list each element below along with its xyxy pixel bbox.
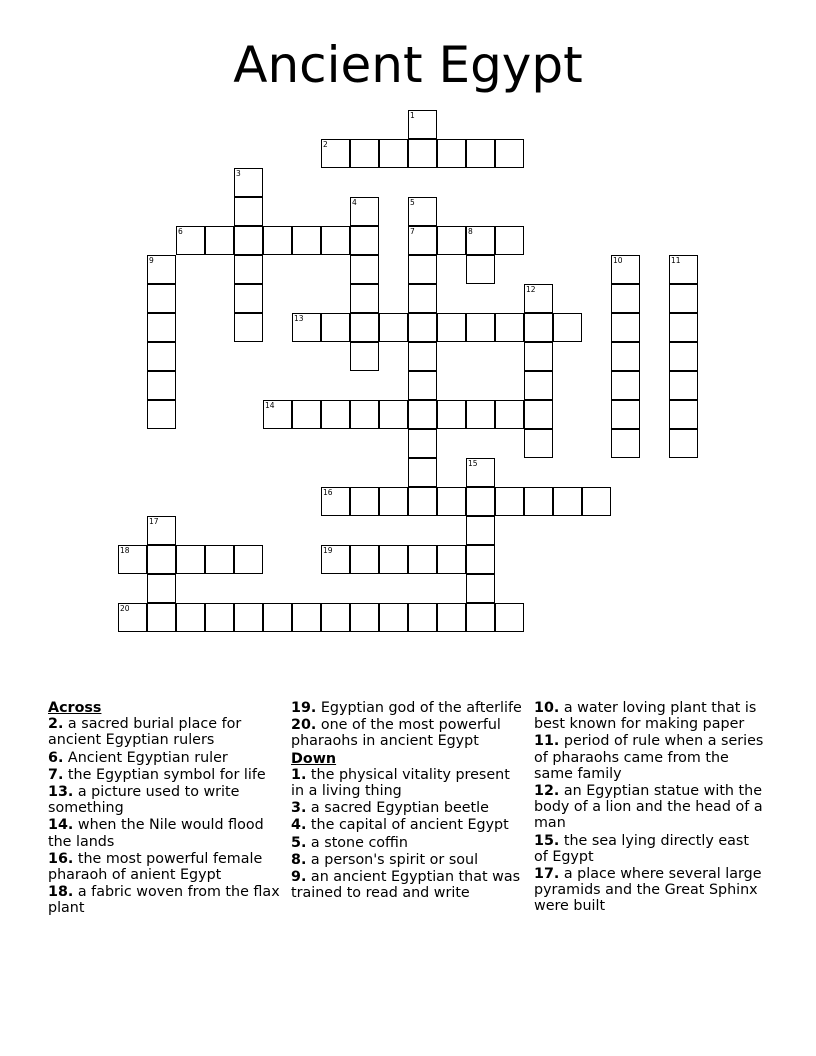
grid-cell[interactable]	[321, 139, 350, 168]
clue-text: the sea lying directly east of Egypt	[534, 832, 749, 865]
grid-cell[interactable]	[147, 284, 176, 313]
down-clue	[291, 767, 523, 799]
grid-cell[interactable]	[234, 313, 263, 342]
clue-number: 9	[149, 256, 154, 265]
down-clue	[291, 869, 523, 901]
grid-cell[interactable]	[408, 110, 437, 139]
clues-column-2	[291, 700, 523, 902]
grid-cell[interactable]	[205, 603, 234, 632]
across-clue	[48, 767, 280, 783]
clue-number: 18	[120, 546, 130, 555]
clue-num: 16.	[48, 850, 74, 867]
clue-text: period of rule when a series of pharaohs came from the same family	[534, 733, 764, 782]
grid-cell[interactable]	[379, 400, 408, 429]
clue-text: one of the most powerful pharaohs in ancient Egypt	[291, 717, 501, 750]
grid-cell[interactable]	[350, 603, 379, 632]
across-clue	[48, 851, 280, 883]
clue-text: when the Nile would flood the lands	[48, 817, 264, 850]
down-header: Down	[291, 750, 337, 767]
clue-number: 8	[468, 227, 473, 236]
clue-num: 15.	[534, 832, 560, 849]
grid-cell[interactable]	[147, 516, 176, 545]
grid-cell[interactable]	[466, 400, 495, 429]
grid-cell[interactable]	[669, 371, 698, 400]
down-clue	[534, 783, 766, 832]
grid-cell[interactable]	[408, 197, 437, 226]
grid-cell[interactable]	[147, 545, 176, 574]
grid-cell[interactable]	[379, 603, 408, 632]
clue-num: 8.	[291, 851, 307, 868]
grid-cell[interactable]	[437, 603, 466, 632]
clue-number: 2	[323, 140, 328, 149]
grid-cell[interactable]	[524, 342, 553, 371]
grid-cell[interactable]	[147, 603, 176, 632]
grid-cell[interactable]	[321, 313, 350, 342]
clue-text: the Egyptian symbol for life	[63, 766, 266, 783]
clue-number: 14	[265, 401, 275, 410]
grid-cell[interactable]	[611, 371, 640, 400]
across-clue	[291, 700, 523, 716]
grid-cell[interactable]	[263, 400, 292, 429]
down-clue	[291, 800, 523, 816]
clue-number: 7	[410, 227, 415, 236]
grid-cell[interactable]	[408, 255, 437, 284]
grid-cell[interactable]	[408, 545, 437, 574]
grid-cell[interactable]	[466, 139, 495, 168]
clue-text: a sacred burial place for ancient Egyptian rulers	[48, 716, 242, 749]
grid-cell[interactable]	[234, 284, 263, 313]
grid-cell[interactable]	[234, 168, 263, 197]
down-clue	[291, 852, 523, 868]
clue-text: an ancient Egyptian that was trained to read and write	[291, 869, 521, 902]
grid-cell[interactable]	[466, 545, 495, 574]
grid-cell[interactable]	[321, 487, 350, 516]
grid-cell[interactable]	[292, 226, 321, 255]
grid-cell[interactable]	[234, 255, 263, 284]
grid-cell[interactable]	[495, 603, 524, 632]
down-clue	[291, 835, 523, 851]
clue-num: 10.	[534, 700, 560, 716]
grid-cell[interactable]	[524, 371, 553, 400]
down-clue	[534, 866, 766, 915]
grid-cell[interactable]	[350, 139, 379, 168]
grid-cell[interactable]	[408, 487, 437, 516]
grid-cell[interactable]	[495, 226, 524, 255]
down-clue	[534, 700, 766, 732]
clue-num: 6.	[48, 749, 64, 766]
grid-cell[interactable]	[408, 313, 437, 342]
clue-number: 10	[613, 256, 623, 265]
grid-cell[interactable]	[176, 603, 205, 632]
across-clue	[48, 884, 280, 916]
grid-cell[interactable]	[292, 313, 321, 342]
across-clue	[48, 784, 280, 816]
clue-num: 3.	[291, 800, 307, 817]
grid-cell[interactable]	[408, 400, 437, 429]
grid-cell[interactable]	[408, 226, 437, 255]
grid-cell[interactable]	[524, 429, 553, 458]
clue-text: Egyptian god of the afterlife	[316, 700, 522, 716]
grid-cell[interactable]	[466, 458, 495, 487]
across-clue	[291, 717, 523, 749]
clue-text: the physical vitality present in a living thing	[291, 766, 510, 800]
grid-cell[interactable]	[147, 342, 176, 371]
grid-cell[interactable]	[350, 255, 379, 284]
grid-cell[interactable]	[466, 255, 495, 284]
clue-num: 7.	[48, 766, 64, 783]
clues-column-1	[48, 700, 280, 918]
grid-cell[interactable]	[292, 400, 321, 429]
across-clue	[48, 817, 280, 849]
across-clue	[48, 716, 280, 748]
grid-cell[interactable]	[379, 545, 408, 574]
grid-cell[interactable]	[176, 545, 205, 574]
grid-cell[interactable]	[524, 313, 553, 342]
grid-cell[interactable]	[669, 255, 698, 284]
grid-cell[interactable]	[147, 313, 176, 342]
grid-cell[interactable]	[118, 545, 147, 574]
grid-cell[interactable]	[669, 284, 698, 313]
grid-cell[interactable]	[466, 487, 495, 516]
clue-text: a person's spirit or soul	[306, 851, 479, 868]
grid-cell[interactable]	[437, 545, 466, 574]
down-clue	[534, 733, 766, 782]
clue-num: 12.	[534, 783, 560, 800]
grid-cell[interactable]	[524, 487, 553, 516]
clue-num: 5.	[291, 834, 307, 851]
grid-cell[interactable]	[611, 255, 640, 284]
grid-cell[interactable]	[321, 603, 350, 632]
grid-cell[interactable]	[553, 313, 582, 342]
grid-cell[interactable]	[524, 284, 553, 313]
grid-cell[interactable]	[408, 458, 437, 487]
clue-number: 20	[120, 604, 130, 613]
grid-cell[interactable]	[611, 313, 640, 342]
grid-cell[interactable]	[321, 400, 350, 429]
grid-cell[interactable]	[205, 545, 234, 574]
grid-cell[interactable]	[669, 342, 698, 371]
grid-cell[interactable]	[118, 603, 147, 632]
grid-cell[interactable]	[147, 574, 176, 603]
clue-number: 3	[236, 169, 241, 178]
grid-cell[interactable]	[408, 342, 437, 371]
clue-number: 17	[149, 517, 159, 526]
grid-cell[interactable]	[669, 313, 698, 342]
across-clue	[48, 750, 280, 766]
grid-cell[interactable]	[669, 400, 698, 429]
clue-number: 1	[410, 111, 415, 120]
clue-number: 12	[526, 285, 536, 294]
grid-cell[interactable]	[553, 487, 582, 516]
clue-number: 4	[352, 198, 357, 207]
clue-num: 18.	[48, 884, 74, 901]
grid-cell[interactable]	[350, 487, 379, 516]
grid-cell[interactable]	[234, 197, 263, 226]
clue-text: the most powerful female pharaoh of anient Egypt	[48, 850, 263, 884]
grid-cell[interactable]	[350, 545, 379, 574]
clue-number: 15	[468, 459, 478, 468]
grid-cell[interactable]	[466, 226, 495, 255]
grid-cell[interactable]	[147, 400, 176, 429]
clue-text: a place where several large pyramids and the Great Sphinx were built	[534, 866, 762, 915]
grid-cell[interactable]	[234, 226, 263, 255]
grid-cell[interactable]	[321, 226, 350, 255]
grid-cell[interactable]	[495, 139, 524, 168]
clue-text: a sacred Egyptian beetle	[306, 800, 489, 817]
grid-cell[interactable]	[524, 400, 553, 429]
grid-cell[interactable]	[611, 284, 640, 313]
grid-cell[interactable]	[176, 226, 205, 255]
grid-cell[interactable]	[408, 603, 437, 632]
clue-num: 14.	[48, 817, 74, 834]
grid-cell[interactable]	[350, 313, 379, 342]
clue-num: 2.	[48, 716, 64, 733]
clue-text: a picture used to write something	[48, 784, 240, 817]
clue-text: a fabric woven from the flax plant	[48, 884, 280, 917]
grid-cell[interactable]	[147, 255, 176, 284]
clue-num: 20.	[291, 717, 317, 734]
grid-cell[interactable]	[611, 342, 640, 371]
grid-cell[interactable]	[437, 313, 466, 342]
clues-column-3	[534, 700, 766, 916]
grid-cell[interactable]	[379, 139, 408, 168]
grid-cell[interactable]	[466, 603, 495, 632]
down-clue	[534, 833, 766, 865]
grid-cell[interactable]	[147, 371, 176, 400]
grid-cell[interactable]	[437, 226, 466, 255]
grid-cell[interactable]	[350, 342, 379, 371]
clue-num: 9.	[291, 869, 307, 886]
grid-cell[interactable]	[669, 429, 698, 458]
clue-num: 1.	[291, 766, 307, 783]
grid-cell[interactable]	[292, 603, 321, 632]
grid-cell[interactable]	[205, 226, 234, 255]
grid-cell[interactable]	[234, 603, 263, 632]
clue-text: an Egyptian statue with the body of a lion and the head of a man	[534, 783, 763, 832]
clue-number: 13	[294, 314, 304, 323]
page-title: Ancient Egypt	[233, 36, 583, 94]
grid-cell[interactable]	[321, 545, 350, 574]
grid-cell[interactable]	[408, 371, 437, 400]
grid-cell[interactable]	[350, 284, 379, 313]
grid-cell[interactable]	[437, 487, 466, 516]
down-clue	[291, 817, 523, 833]
grid-cell[interactable]	[611, 400, 640, 429]
grid-cell[interactable]	[350, 400, 379, 429]
grid-cell[interactable]	[234, 545, 263, 574]
grid-cell[interactable]	[379, 487, 408, 516]
grid-cell[interactable]	[466, 574, 495, 603]
clue-text: a stone coffin	[306, 834, 408, 851]
clue-text: the capital of ancient Egypt	[306, 817, 509, 834]
grid-cell[interactable]	[495, 400, 524, 429]
grid-cell[interactable]	[350, 226, 379, 255]
clue-num: 17.	[534, 866, 560, 883]
across-header: Across	[48, 700, 102, 716]
grid-cell[interactable]	[466, 313, 495, 342]
grid-cell[interactable]	[263, 603, 292, 632]
grid-cell[interactable]	[582, 487, 611, 516]
clue-text: Ancient Egyptian ruler	[63, 749, 228, 766]
clue-num: 11.	[534, 733, 560, 750]
grid-cell[interactable]	[263, 226, 292, 255]
grid-cell[interactable]	[611, 429, 640, 458]
clue-num: 19.	[291, 700, 317, 716]
clue-text: a water loving plant that is best known for making paper	[534, 700, 757, 733]
clue-num: 13.	[48, 784, 74, 801]
grid-cell[interactable]	[379, 313, 408, 342]
clue-number: 6	[178, 227, 183, 236]
grid-cell[interactable]	[408, 429, 437, 458]
grid-cell[interactable]	[350, 197, 379, 226]
grid-cell[interactable]	[408, 139, 437, 168]
grid-cell[interactable]	[495, 313, 524, 342]
grid-cell[interactable]	[466, 516, 495, 545]
clue-num: 4.	[291, 817, 307, 834]
clue-number: 5	[410, 198, 415, 207]
clue-number: 16	[323, 488, 333, 497]
grid-cell[interactable]	[437, 400, 466, 429]
grid-cell[interactable]	[437, 139, 466, 168]
clue-number: 19	[323, 546, 333, 555]
grid-cell[interactable]	[495, 487, 524, 516]
grid-cell[interactable]	[408, 284, 437, 313]
clue-number: 11	[671, 256, 681, 265]
